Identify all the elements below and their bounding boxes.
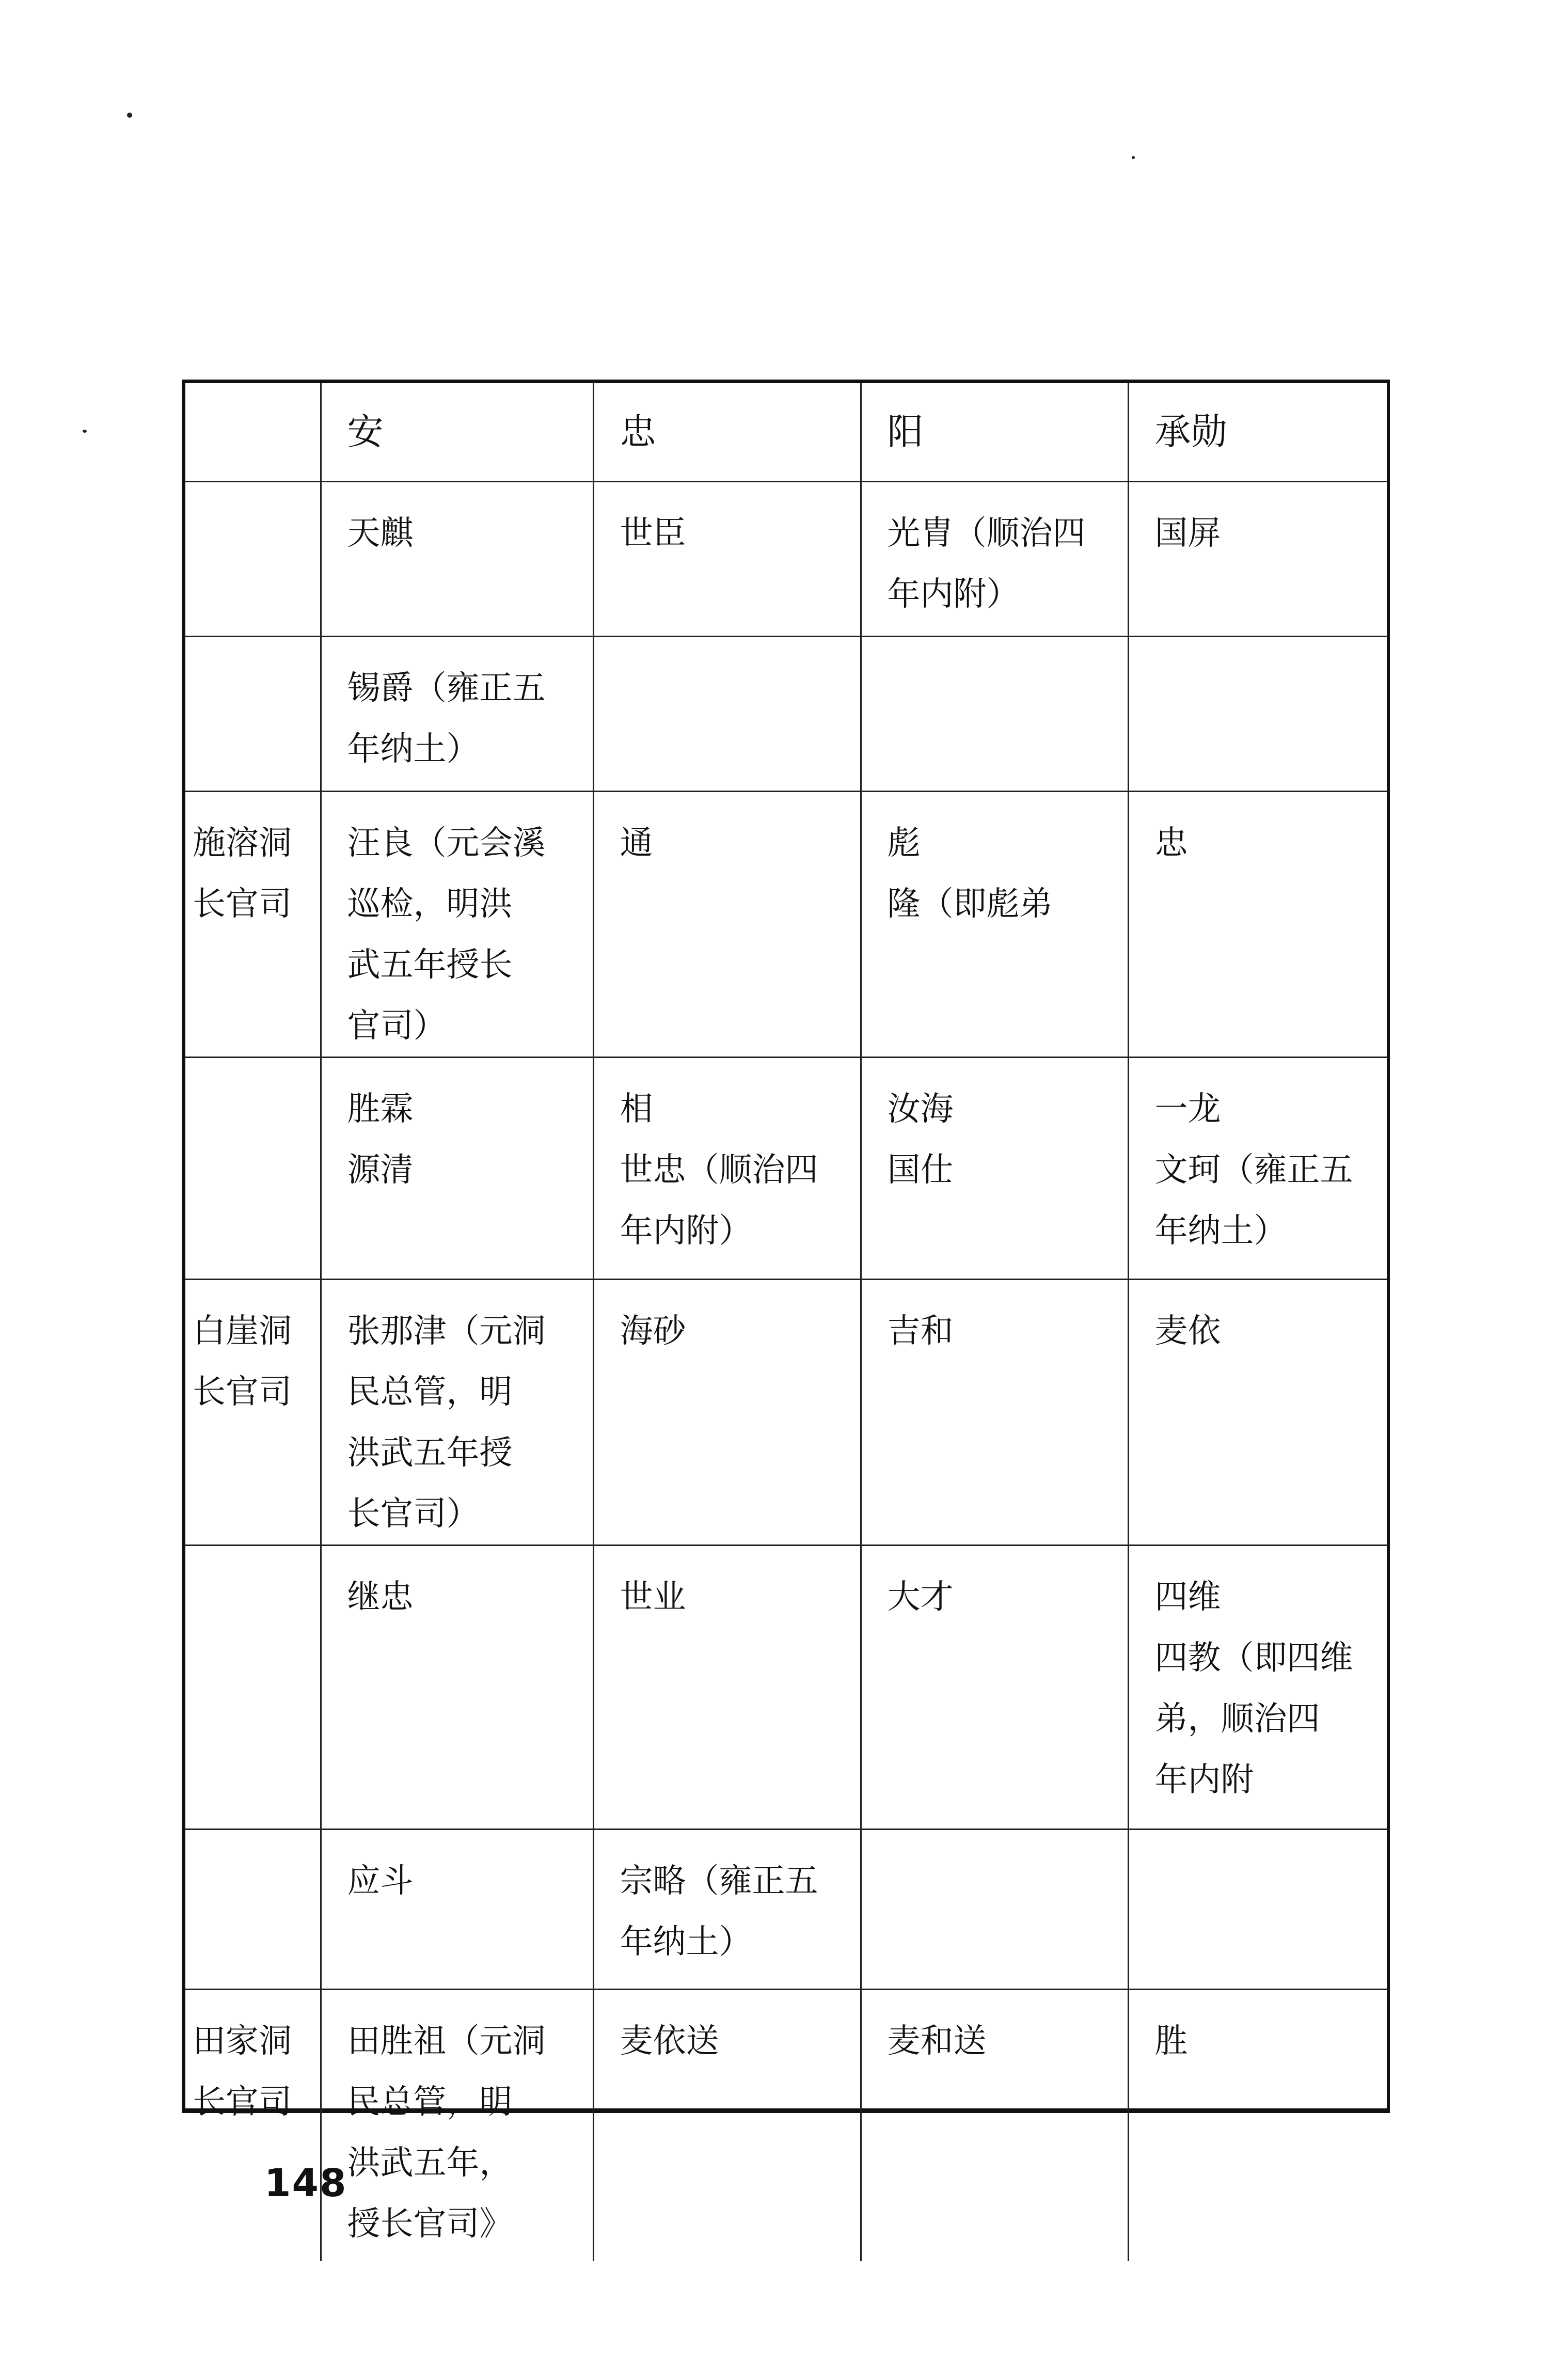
name-cell — [593, 791, 861, 1057]
header-cell — [593, 383, 861, 481]
cell-text: 田胜祖（元洞 民总管，明 洪武五年， 授长官司》 — [347, 2022, 546, 2243]
cell-text: 麦依 — [1154, 1312, 1221, 1350]
office-name-cell — [185, 1545, 321, 1829]
cell-text: 光胄（顺治四 年内附） — [887, 514, 1086, 613]
office-name-cell — [185, 1279, 321, 1545]
header-cell — [321, 383, 593, 481]
office-name-cell — [185, 383, 321, 481]
table-header-row — [185, 383, 1387, 481]
cell-text: 世臣 — [620, 514, 686, 553]
name-cell — [593, 1545, 861, 1829]
name-cell — [321, 636, 593, 791]
name-cell — [593, 636, 861, 791]
cell-text: 锡爵（雍正五 年纳土） — [347, 669, 546, 768]
cell-text: 宗略（雍正五 年纳土） — [620, 1862, 818, 1961]
name-cell — [593, 1279, 861, 1545]
table-row — [185, 1057, 1387, 1279]
cell-text: 继忠 — [347, 1578, 414, 1616]
cell-text: 汪良（元会溪 巡检，明洪 武五年授长 官司） — [347, 824, 546, 1045]
scan-speck — [1132, 156, 1135, 159]
cell-text: 施溶洞 长官司 — [193, 824, 292, 923]
name-cell — [861, 1057, 1128, 1279]
name-cell — [861, 1829, 1128, 1989]
cell-text: 阳 — [887, 411, 924, 453]
cell-text: 麦和送 — [887, 2022, 987, 2060]
table-row — [185, 791, 1387, 1057]
name-cell — [593, 1829, 861, 1989]
name-cell — [1128, 1057, 1387, 1279]
cell-text: 忠 — [620, 411, 656, 453]
name-cell — [321, 1279, 593, 1545]
name-cell — [861, 791, 1128, 1057]
scan-speck — [127, 113, 132, 118]
office-name-cell — [185, 791, 321, 1057]
table-row — [185, 1545, 1387, 1829]
name-cell — [861, 1279, 1128, 1545]
table-row — [185, 636, 1387, 791]
cell-text: 白崖洞 长官司 — [193, 1312, 292, 1411]
name-cell — [321, 1829, 593, 1989]
cell-text: 忠 — [1154, 824, 1188, 862]
name-cell — [1128, 1829, 1387, 1989]
office-name-cell — [185, 1829, 321, 1989]
table-row — [185, 1989, 1387, 2261]
office-name-cell — [185, 481, 321, 636]
table-row — [185, 1829, 1387, 1989]
table-row — [185, 481, 1387, 636]
name-cell — [861, 1545, 1128, 1829]
cell-text: 田家洞 长官司 — [193, 2022, 292, 2121]
name-cell — [321, 1545, 593, 1829]
cell-text: 麦依送 — [620, 2022, 719, 2060]
cell-text: 安 — [347, 411, 384, 453]
cell-text: 一龙 文珂（雍正五 年纳土） — [1154, 1090, 1353, 1250]
name-cell — [861, 481, 1128, 636]
cell-text: 彪 隆（即彪弟 — [887, 824, 1053, 923]
cell-text: 承勋 — [1154, 411, 1227, 453]
name-cell — [593, 481, 861, 636]
cell-text: 应斗 — [347, 1862, 414, 1900]
cell-text: 相 世忠（顺治四 年内附） — [620, 1090, 818, 1250]
table-row — [185, 1279, 1387, 1545]
name-cell — [321, 1989, 593, 2261]
name-cell — [1128, 636, 1387, 791]
name-cell — [593, 1989, 861, 2261]
name-cell — [1128, 481, 1387, 636]
cell-text: 胜霖 源清 — [347, 1090, 414, 1189]
cell-text: 张那津（元洞 民总管，明 洪武五年授 长官司） — [347, 1312, 546, 1533]
cell-text: 四维 四教（即四维 弟，顺治四 年内附 — [1154, 1578, 1353, 1799]
cell-text: 天麒 — [347, 514, 414, 553]
cell-text: 吉和 — [887, 1312, 954, 1350]
scan-speck — [83, 430, 87, 433]
cell-text: 世业 — [620, 1578, 686, 1616]
name-cell — [321, 481, 593, 636]
name-cell — [861, 636, 1128, 791]
header-cell — [861, 383, 1128, 481]
cell-text: 国屏 — [1154, 514, 1221, 553]
name-cell — [861, 1989, 1128, 2261]
genealogy-table-grid — [185, 383, 1387, 2261]
cell-text: 胜 — [1154, 2022, 1188, 2060]
name-cell — [1128, 1279, 1387, 1545]
page-number: 148 — [264, 2161, 347, 2205]
table-body — [185, 383, 1387, 2261]
header-cell — [1128, 383, 1387, 481]
cell-text: 通 — [620, 824, 653, 862]
name-cell — [321, 1057, 593, 1279]
name-cell — [1128, 791, 1387, 1057]
name-cell — [321, 791, 593, 1057]
name-cell — [1128, 1989, 1387, 2261]
name-cell — [1128, 1545, 1387, 1829]
cell-text: 海砂 — [620, 1312, 686, 1350]
cell-text: 大才 — [887, 1578, 954, 1616]
office-name-cell — [185, 1989, 321, 2261]
office-name-cell — [185, 1057, 321, 1279]
office-name-cell — [185, 636, 321, 791]
cell-text: 汝海 国仕 — [887, 1090, 954, 1189]
name-cell — [593, 1057, 861, 1279]
